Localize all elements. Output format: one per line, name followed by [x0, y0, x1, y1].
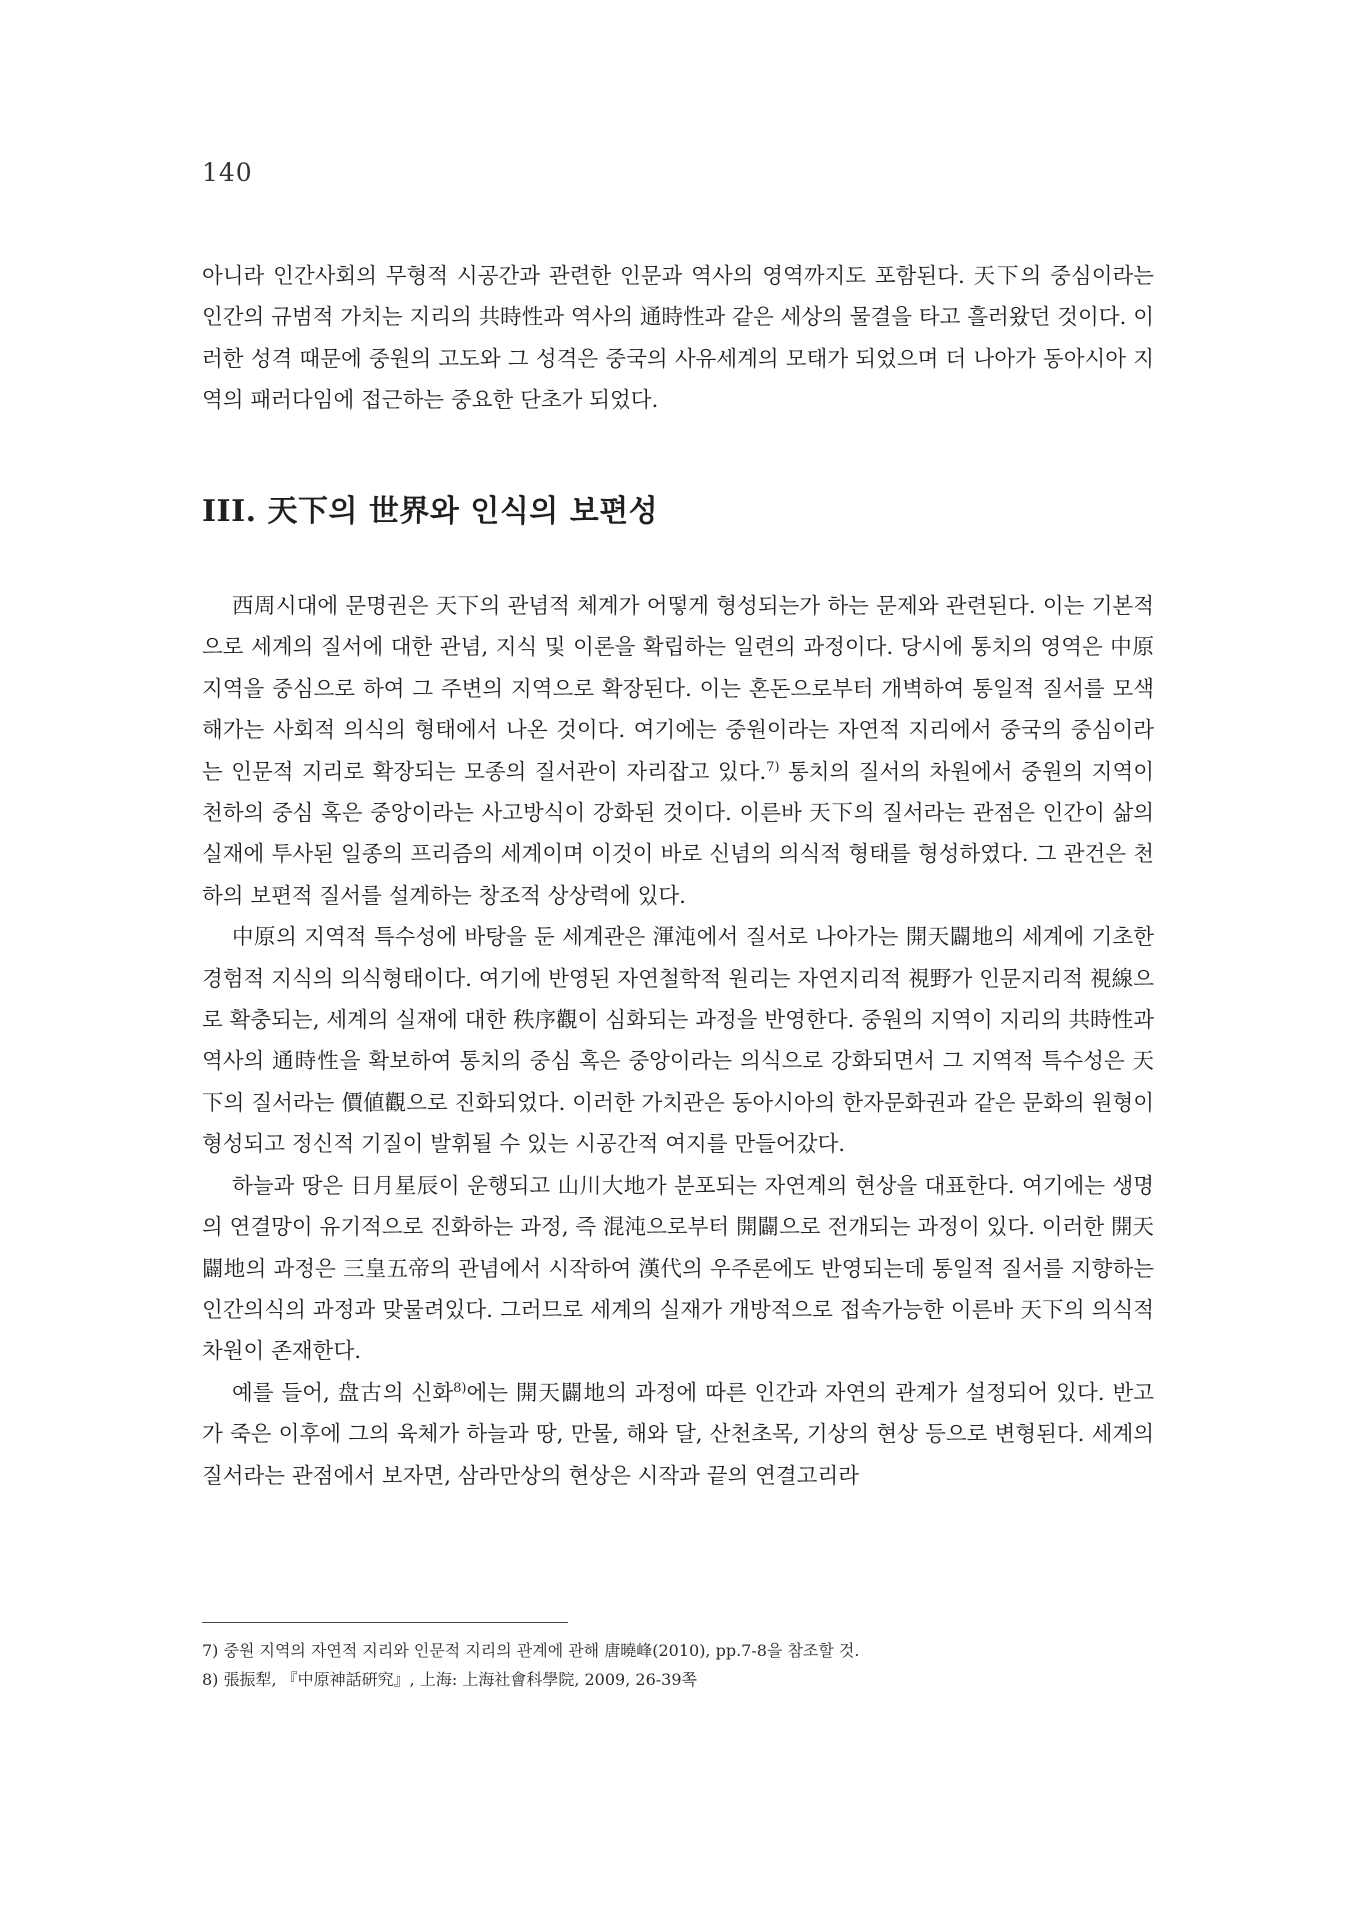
- footnote-ref-8[interactable]: 8): [453, 1380, 467, 1396]
- section-body: [202, 586, 1154, 1497]
- body-paragraph-2: 中原의 지역적 특수성에 바탕을 둔 세계관은 渾沌에서 질서로 나아가는 開天闢地의 세계에 기초한 경험적 지식의 의식형태이다. 여기에 반영된 자연철학적 원리는 자연지리적 視野가 인문지리적 視線으로 확충되는, 세계의 실재에 대한 秩序觀이 심화되는 과정을 반영한다. 중원의 지역이 지리의 共時性과 역사의 通時性을 확보하여 통치의 중심 혹은 중앙이라는 의식으로 강화되면서 그 지역적 특수성은 天下의 질서라는 價値觀으로 진화되었다. 이러한 가치관은 동아시아의 한자문화권과 같은 문화의 원형이 형성되고 정신적 기질이 발휘될 수 있는 시공간적 여지를 만들어갔다.: [202, 925, 1154, 1158]
- footnote-8: 8) 張振犁, 『中原神話硏究』, 上海: 上海社會科學院, 2009, 26-39쪽: [202, 1670, 697, 1689]
- body-paragraph-3: 하늘과 땅은 日月星辰이 운행되고 山川大地가 분포되는 자연계의 현상을 대표한다. 여기에는 생명의 연결망이 유기적으로 진화하는 과정, 즉 混沌으로부터 開闢으로 전개되는 과정이 있다. 이러한 開天闢地의 과정은 三皇五帝의 관념에서 시작하여 漢代의 우주론에도 반영되는데 통일적 질서를 지향하는 인간의식의 과정과 맞물려있다. 그러므로 세계의 실재가 개방적으로 접속가능한 이른바 天下의 의식적 차원이 존재한다.: [202, 1173, 1154, 1365]
- intro-paragraph: 아니라 인간사회의 무형적 시공간과 관련한 인문과 역사의 영역까지도 포함된다. 天下의 중심이라는 인간의 규범적 가치는 지리의 共時性과 역사의 通時性과 같은 세상의 물결을 타고 흘러왔던 것이다. 이러한 성격 때문에 중원의 고도와 그 성격은 중국의 사유세계의 모태가 되었으며 더 나아가 동아시아 지역의 패러다임에 접근하는 중요한 단초가 되었다.: [202, 264, 1154, 414]
- footnote-ref-7[interactable]: 7): [766, 759, 780, 775]
- footnotes: [202, 1636, 1154, 1694]
- paragraph-text: 통치의 질서의 차원에서 중원의 지역이 천하의 중심 혹은 중앙이라는 사고방식이 강화된 것이다. 이른바 天下의 질서라는 관점은 인간이 삶의 실재에 투사된 일종의 프리즘의 세계이며 이것이 바로 신념의 의식적 형태를 형성하였다. 그 관건은 천하의 보편적 질서를 설계하는 창조적 상상력에 있다.: [202, 759, 1154, 909]
- intro-paragraph-block: [202, 256, 1154, 422]
- footnote-7: 7) 중원 지역의 자연적 지리와 인문적 지리의 관계에 관해 唐曉峰(2010), pp.7-8을 참조할 것.: [202, 1641, 860, 1660]
- page-number: 140: [202, 158, 253, 187]
- paragraph-text: 예를 들어, 盘古의 신화: [232, 1380, 454, 1406]
- body-paragraph-4: [202, 1373, 1154, 1497]
- footnote-divider: [202, 1622, 568, 1623]
- paragraph-text: 에는 開天闢地의 과정에 따른 인간과 자연의 관계가 설정되어 있다. 반고가 죽은 이후에 그의 육체가 하늘과 땅, 만물, 해와 달, 산천초목, 기상의 현상 등으로 변형된다. 세계의 질서라는 관점에서 보자면, 삼라만상의 현상은 시작과 끝의 연결고리라: [202, 1380, 1154, 1489]
- paragraph-text: 西周시대에 문명권은 天下의 관념적 체계가 어떻게 형성되는가 하는 문제와 관련된다. 이는 기본적으로 세계의 질서에 대한 관념, 지식 및 이론을 확립하는 일련의 과정이다. 당시에 통치의 영역은 中原 지역을 중심으로 하여 그 주변의 지역으로 확장된다. 이는 혼돈으로부터 개벽하여 통일적 질서를 모색해가는 사회적 의식의 형태에서 나온 것이다. 여기에는 중원이라는 자연적 지리에서 중국의 중심이라는 인문적 지리로 확장되는 모종의 질서관이 자리잡고 있다.: [202, 594, 1154, 785]
- body-paragraph-1: [202, 586, 1154, 917]
- section-heading: III. 天下의 世界와 인식의 보편성: [202, 494, 659, 529]
